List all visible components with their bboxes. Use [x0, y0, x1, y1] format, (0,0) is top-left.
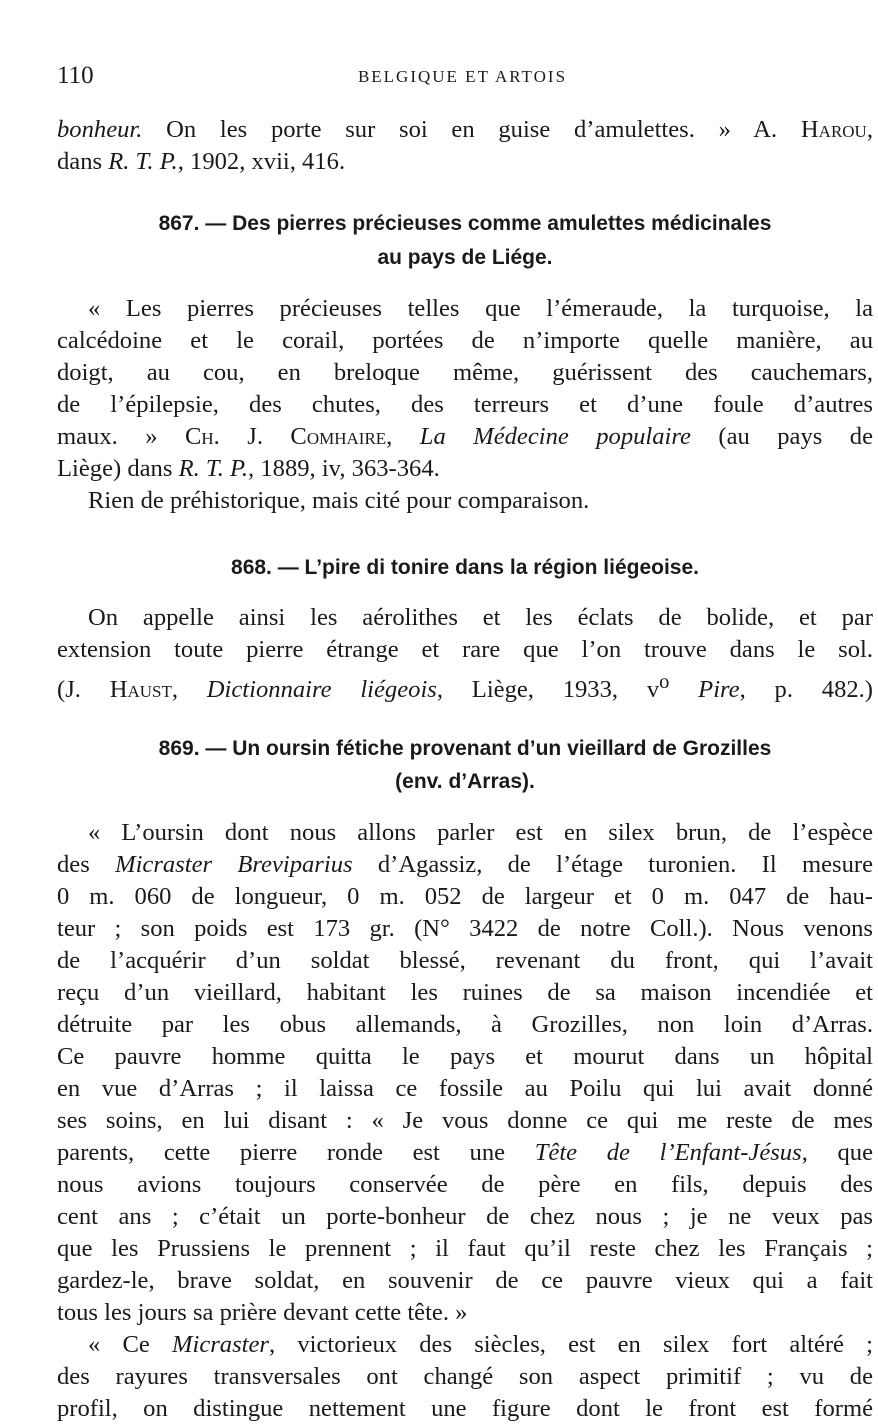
text-line: tous les jours sa prière devant cette tête. » [57, 1299, 468, 1326]
author-name: Ch. J. Comhaire [184, 423, 387, 450]
text-line: teur ; son poids est 173 gr. (N° 3422 de notre Coll.). Nous venons [57, 915, 873, 942]
text-line: maux. » Ch. J. Comhaire, La Médecine populaire (au pays de [57, 423, 873, 450]
text-line: « Ce Micraster, victorieux des siècles, est en silex fort altéré ; [88, 1331, 873, 1358]
text-line: ses soins, en lui disant : « Je vous donne ce qui me reste de mes [57, 1107, 873, 1134]
text-line: calcédoine et le corail, portées de n’importe quelle manière, au [57, 327, 873, 354]
text-line: en vue d’Arras ; il laissa ce fossile au Poilu qui lui avait donné [57, 1075, 873, 1102]
text-line: doigt, au cou, en breloque même, guérissent des cauchemars, [57, 359, 873, 386]
text-line: parents, cette pierre ronde est une Tête de l’Enfant-Jésus, que [57, 1139, 874, 1166]
text-line: extension toute pierre étrange et rare que l’on trouve dans le sol. [57, 636, 873, 663]
section-heading-cont: au pays de Liége. [377, 246, 553, 269]
text-line: que les Prussiens le prennent ; il faut qu’il reste chez les Français ; [57, 1235, 873, 1262]
text-line: bonheur. On les porte sur soi en guise d’amulettes. » A. Harou, [57, 116, 873, 143]
text-line: de l’acquérir d’un soldat blessé, revenant du front, qui l’avait [57, 947, 873, 974]
section-heading: 867. — Des pierres précieuses comme amulettes médicinales [158, 212, 772, 235]
text-line: 0 m. 060 de longueur, 0 m. 052 de largeur et 0 m. 047 de hau- [57, 883, 873, 910]
section-heading: 868. — L’pire di tonire dans la région liégeoise. [231, 556, 699, 579]
author-name: Harou [800, 116, 867, 143]
page-number: 110 [57, 62, 94, 89]
text-line: dans R. T. P., 1902, xvii, 416. [57, 148, 346, 175]
section-heading: 869. — Un oursin fétiche provenant d’un vieillard de Grozilles [158, 737, 772, 760]
section-heading-cont: (env. d’Arras). [395, 770, 535, 793]
text-line: nous avions toujours conservée de père en fils, depuis des [57, 1171, 873, 1198]
text-line: Ce pauvre homme quitta le pays et mourut dans un hôpital [57, 1043, 873, 1070]
text-line: de l’épilepsie, des chutes, des terreurs et d’une foule d’autres [57, 391, 873, 418]
text-line: Liège) dans R. T. P., 1889, iv, 363-364. [57, 455, 440, 482]
text-line: détruite par les obus allemands, à Grozilles, non loin d’Arras. [57, 1011, 873, 1038]
author-name: Haust [109, 676, 172, 704]
text-line: profil, on distingue nettement une figure dont le front est formé [57, 1395, 873, 1422]
text-line: Rien de préhistorique, mais cité pour comparaison. [88, 487, 590, 514]
text-line: reçu d’un vieillard, habitant les ruines de sa maison incendiée et [57, 979, 873, 1006]
text-line: « L’oursin dont nous allons parler est en silex brun, de l’espèce [88, 819, 873, 846]
running-title: BELGIQUE ET ARTOIS [357, 67, 568, 86]
page-header [57, 62, 868, 92]
text-line: gardez-le, brave soldat, en souvenir de ce pauvre vieux qui a fait [57, 1267, 873, 1294]
text-line: « Les pierres précieuses telles que l’émeraude, la turquoise, la [88, 295, 873, 322]
text-line: On appelle ainsi les aérolithes et les éclats de bolide, et par [88, 604, 873, 631]
text-line: des Micraster Breviparius d’Agassiz, de l’étage turonien. Il mesure [57, 851, 874, 878]
text-line: (J. Haust, Dictionnaire liégeois, Liège, 1933, $v^o$ Pire, p. 482.) [57, 671, 873, 704]
text-line: cent ans ; c’était un porte-bonheur de chez nous ; je ne veux pas [57, 1203, 873, 1230]
text-line: des rayures transversales ont changé son aspect primitif ; vu de [57, 1363, 873, 1390]
